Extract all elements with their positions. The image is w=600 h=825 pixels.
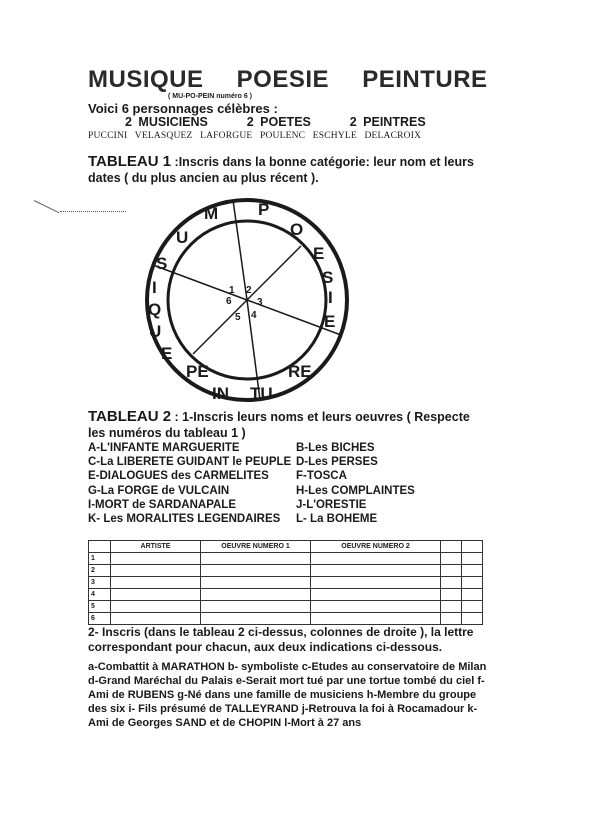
table-row [89, 589, 483, 601]
wheel-letter-q: Q [148, 300, 162, 319]
letter1-cell[interactable] [441, 553, 462, 565]
letter1-cell[interactable] [441, 577, 462, 589]
work1-cell[interactable] [201, 577, 311, 589]
wheel-letter-in: IN [212, 384, 229, 403]
category-poetes: 2 POETES [246, 115, 311, 129]
works-row [88, 498, 367, 512]
wheel-letter-pe: PE [186, 362, 209, 381]
character-names: PUCCINI VELASQUEZ LAFORGUE POULENC ESCHYLE DELACROIX [88, 131, 422, 141]
works-list [88, 441, 415, 526]
work2-cell[interactable] [311, 553, 441, 565]
table-row [89, 577, 483, 589]
tableau2-heading [88, 409, 488, 441]
row-number: 3 [89, 577, 111, 589]
work1-cell[interactable] [201, 553, 311, 565]
work1-cell[interactable] [201, 565, 311, 577]
intro-text: Voici 6 personnages célèbres : [88, 101, 278, 116]
work-c: C-La LIBERETE GUIDANT le PEUPLE [88, 456, 292, 469]
artist-cell[interactable] [111, 565, 201, 577]
letter1-cell[interactable] [441, 565, 462, 577]
wheel-number-1: 1 [229, 285, 235, 296]
category-wheel [140, 197, 360, 407]
wheel-letter-o: O [290, 220, 304, 239]
answer-table [88, 540, 483, 625]
category-list [125, 115, 426, 129]
wheel-letter-e3: E [324, 312, 336, 331]
works-row [88, 484, 415, 498]
work-g: G-La FORGE de VULCAIN [88, 484, 230, 497]
table-row [89, 565, 483, 577]
wheel-letter-re: RE [288, 362, 312, 381]
header-cell-letter2 [462, 541, 483, 553]
works-row [88, 512, 378, 526]
page-title: MUSIQUE POESIE PEINTURE [88, 66, 488, 93]
table-row [89, 553, 483, 565]
works-row [88, 441, 375, 455]
letter2-cell[interactable] [462, 589, 483, 601]
clues-text: a-Combattit à MARATHON b- symboliste c-Etudes au conservatoire de Milan d-Grand Maréchal du Palais e-Serait mort tué par une tortue tombé du ciel f-Ami de RUBENS g-Né dans une famille de musiciens h-Membre du groupe des six i- Fils présumé de TALLEYRAND j-Retrouva la foi à Rocamadour k-Ami de Georges SAND et de CHOPIN l-Mort à 27 ans [88, 661, 487, 729]
row-number: 2 [89, 565, 111, 577]
work-d: D-Les PERSES [296, 456, 378, 469]
work2-cell[interactable] [311, 565, 441, 577]
wheel-letter-tu: TU [250, 384, 273, 403]
wheel-letter-i1: I [152, 278, 157, 297]
work-f: F-TOSCA [296, 470, 347, 483]
tableau2-text: : 1-Inscris leurs noms et leurs oeuvres ( Respecte les numéros du tableau 1 ) [88, 410, 470, 440]
tableau1-text: :Inscris dans la bonne catégorie: leur nom et leurs dates ( du plus ancien au plus récent ). [88, 155, 474, 185]
works-row [88, 469, 347, 483]
letter2-cell[interactable] [462, 601, 483, 613]
work2-cell[interactable] [311, 613, 441, 625]
letter1-cell[interactable] [441, 601, 462, 613]
table-row [89, 601, 483, 613]
artist-cell[interactable] [111, 589, 201, 601]
tableau1-label: TABLEAU 1 [88, 153, 172, 170]
wheel-number-5: 5 [235, 312, 241, 323]
wheel-letter-s1: S [156, 254, 168, 273]
wheel-letter-u2: U [149, 322, 162, 341]
work-l: L- La BOHEME [296, 513, 378, 526]
letter2-cell[interactable] [462, 613, 483, 625]
letter1-cell[interactable] [441, 589, 462, 601]
work2-cell[interactable] [311, 577, 441, 589]
page-subtitle: ( MU-PO-PEIN numéro 6 ) [168, 93, 253, 100]
row-number: 5 [89, 601, 111, 613]
work1-cell[interactable] [201, 601, 311, 613]
tableau1-heading [88, 154, 483, 186]
wheel-number-2: 2 [246, 285, 252, 296]
artist-cell[interactable] [111, 553, 201, 565]
work-b: B-Les BICHES [296, 442, 375, 454]
wheel-number-6: 6 [226, 296, 232, 307]
answer-table-header [89, 541, 483, 553]
row-number: 6 [89, 613, 111, 625]
tableau2-label: TABLEAU 2 [88, 408, 172, 425]
letter1-cell[interactable] [441, 613, 462, 625]
wheel-letter-p: P [258, 200, 270, 219]
stray-mark [34, 200, 60, 213]
wheel-number-4: 4 [251, 310, 257, 321]
wheel-section-numbers [226, 285, 263, 323]
artist-cell[interactable] [111, 601, 201, 613]
letter2-cell[interactable] [462, 553, 483, 565]
work-k: K- Les MORALITES LEGENDAIRES [88, 513, 281, 526]
work-h: H-Les COMPLAINTES [296, 484, 415, 497]
stray-dotted-mark [60, 211, 126, 212]
wheel-letter-u1: U [176, 228, 189, 247]
wheel-letter-i2: I [328, 288, 333, 307]
artist-cell[interactable] [111, 577, 201, 589]
wheel-letter-s2: S [322, 268, 334, 287]
wheel-letter-e2: E [313, 244, 325, 263]
letter2-cell[interactable] [462, 577, 483, 589]
row-number: 1 [89, 553, 111, 565]
work-i: I-MORT de SARDANAPALE [88, 498, 237, 511]
table-row [89, 613, 483, 625]
wheel-letter-e1: E [161, 344, 173, 363]
work2-cell[interactable] [311, 589, 441, 601]
work1-cell[interactable] [201, 589, 311, 601]
header-cell-number [89, 541, 111, 553]
works-row [88, 455, 378, 469]
header-cell-letter1 [441, 541, 462, 553]
letter2-cell[interactable] [462, 565, 483, 577]
wheel-number-3: 3 [257, 297, 263, 308]
row-number: 4 [89, 589, 111, 601]
category-peintres: 2 PEINTRES [349, 115, 426, 129]
work-j: J-L'ORESTIE [296, 498, 367, 511]
wheel-letter-m: M [204, 204, 219, 223]
instruction-text: 2- Inscris (dans le tableau 2 ci-dessus, colonnes de droite ), la lettre correspondant pour chacun, aux deux indications ci-dessous. [88, 625, 474, 654]
work1-cell[interactable] [201, 613, 311, 625]
category-musiciens: 2 MUSICIENS [125, 115, 208, 129]
header-cell-oeuvre1: OEUVRE NUMERO 1 [201, 541, 311, 553]
work-e: E-DIALOGUES des CARMELITES [88, 470, 269, 483]
header-cell-oeuvre2: OEUVRE NUMERO 2 [311, 541, 441, 553]
work2-cell[interactable] [311, 601, 441, 613]
artist-cell[interactable] [111, 613, 201, 625]
work-a: A-L'INFANTE MARGUERITE [88, 442, 240, 454]
header-cell-artiste: ARTISTE [111, 541, 201, 553]
